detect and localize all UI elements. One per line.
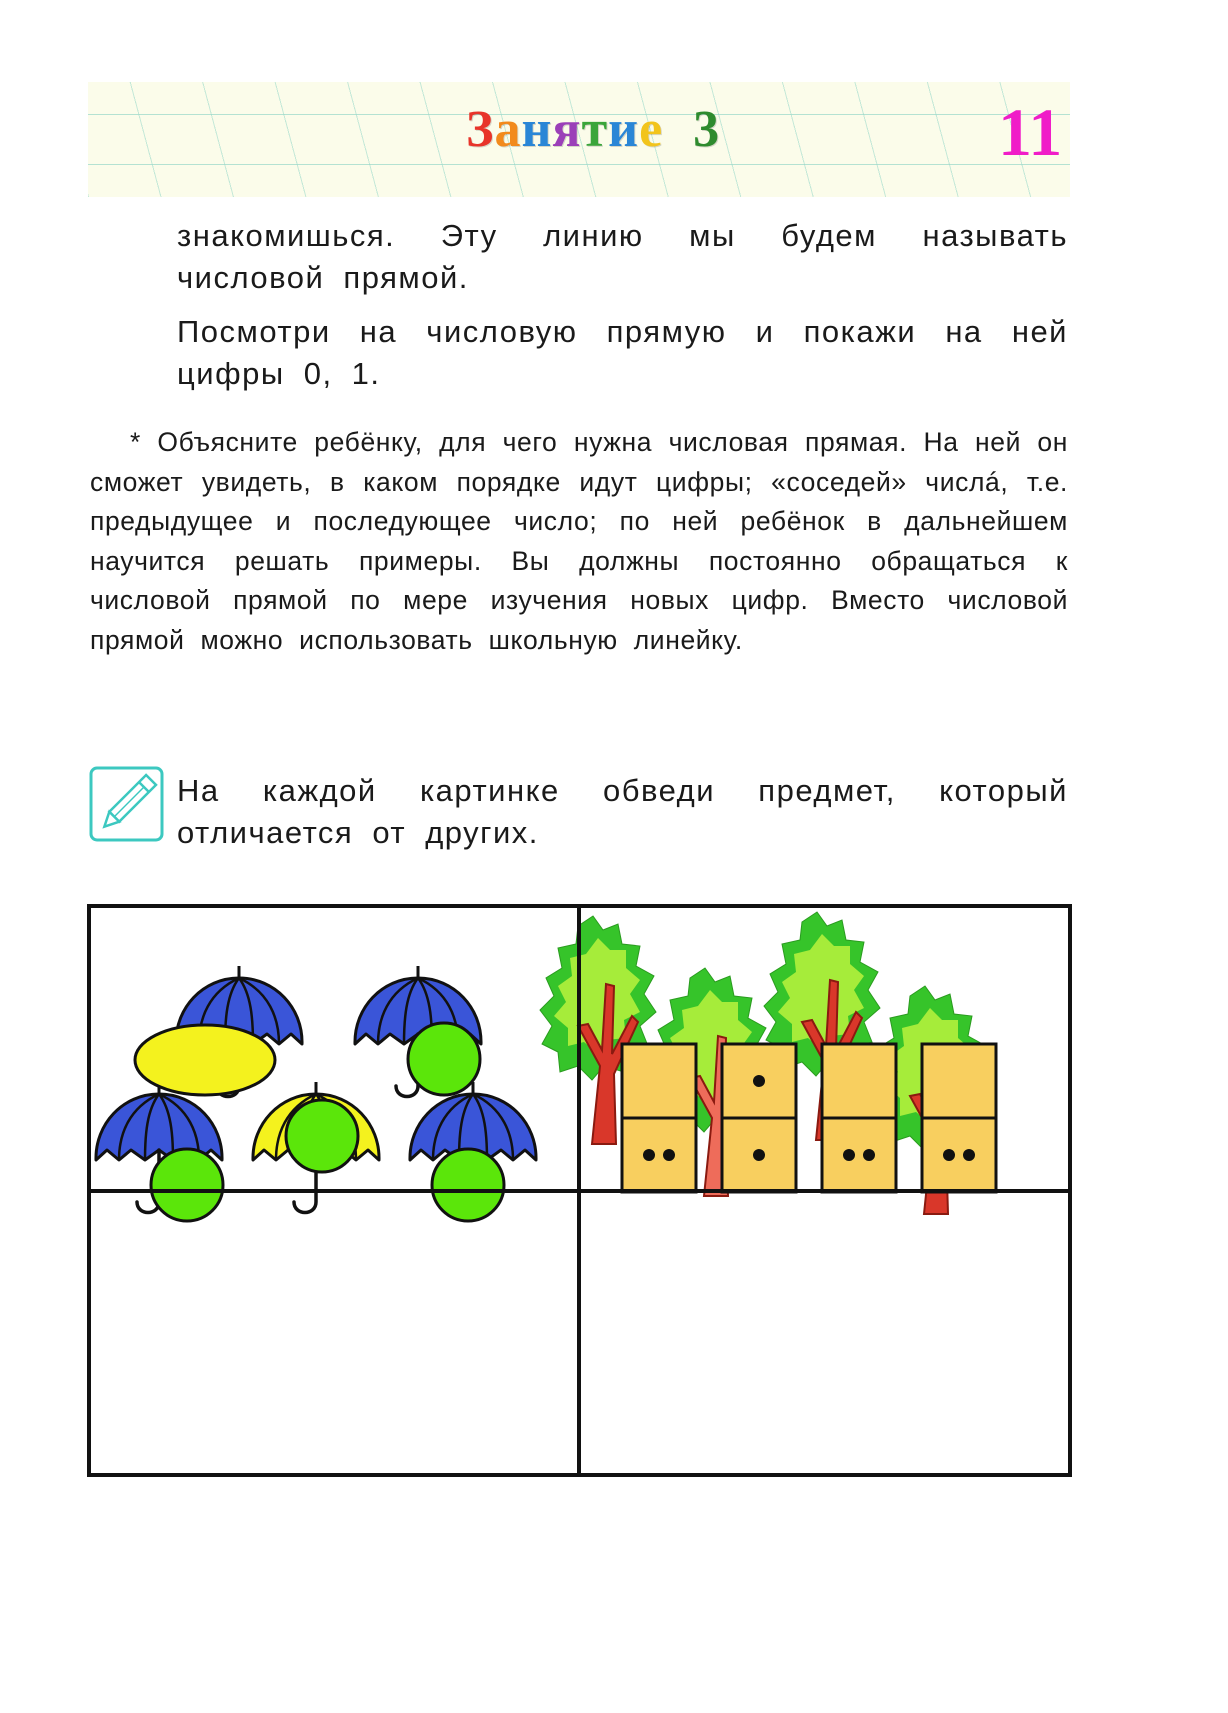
lesson-title: [466, 98, 720, 162]
lesson-title-word: [466, 101, 663, 158]
title-letter: я: [552, 101, 582, 158]
domino-dot: [863, 1149, 875, 1161]
domino-dot: [963, 1149, 975, 1161]
pictures-grid: [87, 904, 1072, 1477]
task-instruction: На каждой картинке обведи предмет, который отличается от других.: [177, 773, 1068, 850]
title-letter: т: [581, 101, 609, 158]
page-number: 11: [998, 94, 1063, 170]
domino-dot: [663, 1149, 675, 1161]
grid-divider-horizontal: [91, 1189, 1068, 1193]
parent-note: * Объясните ребёнку, для чего нужна числовая прямая. На ней он сможет увидеть, в каком порядке идут цифры; «соседей» числá, т.е. предыдущее и последующее число; по ней ребёнок в дальнейшем научится решать примеры. Вы должны постоянно обращаться к числовой прямой по мере изучения новых цифр. Вместо числовой прямой можно использовать школьную линейку.: [90, 427, 1068, 655]
domino-dot: [753, 1075, 765, 1087]
yellow-ellipse: [135, 1025, 275, 1095]
domino-dot: [643, 1149, 655, 1161]
pencil-task-icon: [89, 766, 164, 842]
title-letter: н: [521, 101, 553, 158]
domino: [922, 1044, 996, 1192]
green-circle: [151, 1149, 223, 1221]
paragraph-number-line-intro: знакомишься. Эту линию мы будем называть числовой прямой.: [177, 218, 1068, 295]
domino: [622, 1044, 696, 1192]
lesson-number: 3: [693, 101, 721, 158]
title-letter: З: [466, 101, 495, 158]
green-circle: [432, 1149, 504, 1221]
green-circle: [408, 1023, 480, 1095]
domino: [822, 1044, 896, 1192]
title-letter: а: [494, 101, 522, 158]
green-circle: [286, 1100, 358, 1172]
paragraph-show-digits: Посмотри на числовую прямую и покажи на ней цифры 0, 1.: [177, 314, 1068, 391]
title-letter: и: [608, 101, 640, 158]
domino-dot: [943, 1149, 955, 1161]
domino: [722, 1044, 796, 1192]
title-letter: е: [639, 101, 664, 158]
domino-dot: [843, 1149, 855, 1161]
domino-dot: [753, 1149, 765, 1161]
